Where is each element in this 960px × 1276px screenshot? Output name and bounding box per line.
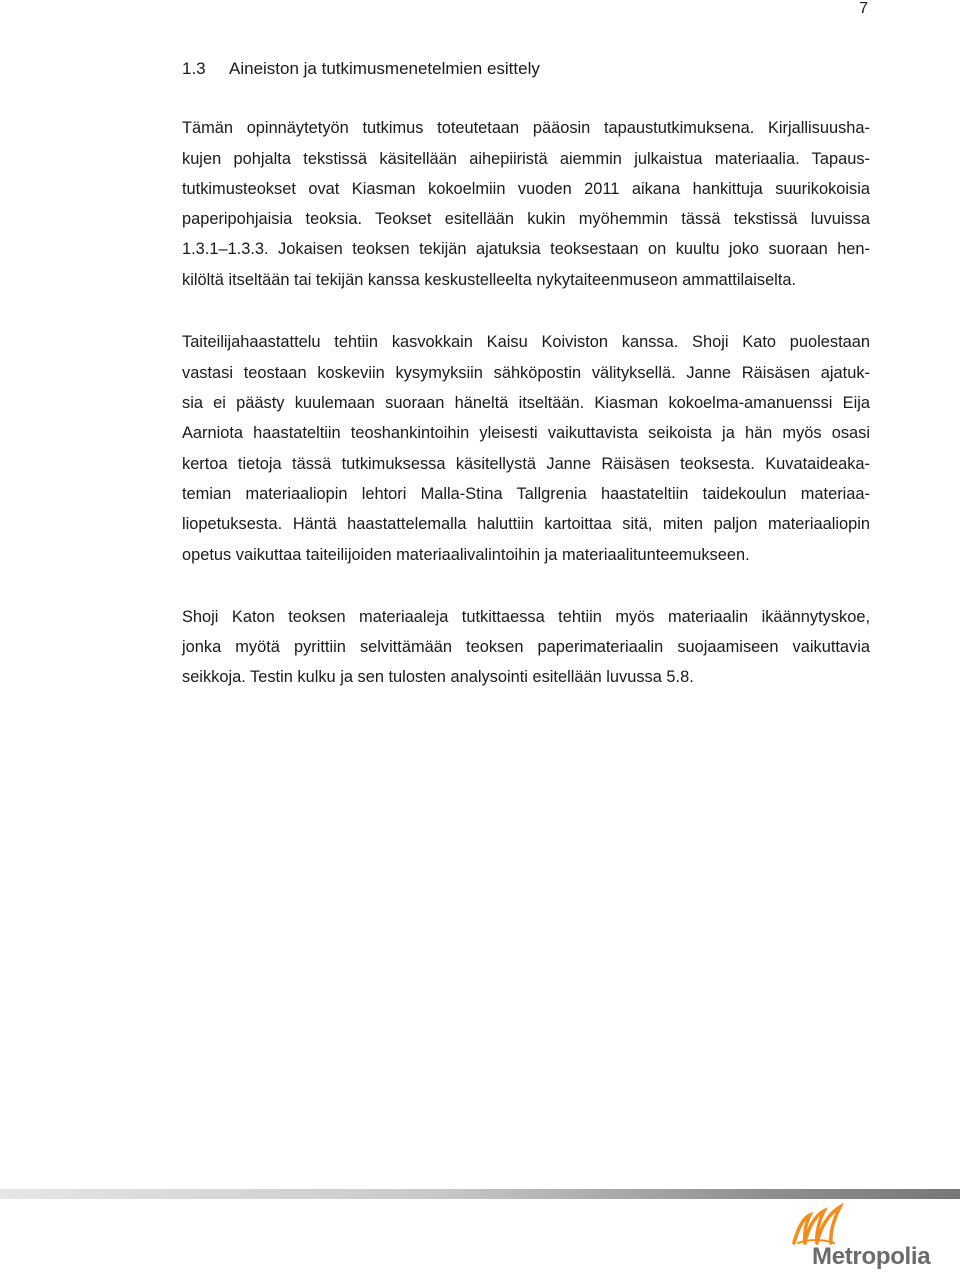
section-heading — [182, 58, 540, 80]
body-line: jonka myötä pyrittiin selvittämään teoksen paperimateriaalin suojaamiseen vaikuttavia — [182, 638, 870, 656]
body-line: kertoa tietoja tässä tutkimuksessa käsitellystä Janne Räisäsen teoksesta. Kuvataideaka- — [182, 455, 870, 473]
footer-bar — [0, 1189, 960, 1199]
body-line: tutkimusteokset ovat Kiasman kokoelmiin vuoden 2011 aikana hankittuja suurikokoisia — [182, 180, 870, 198]
body-line: Taiteilijahaastattelu tehtiin kasvokkain Kaisu Koiviston kanssa. Shoji Kato puolestaan — [182, 333, 870, 351]
body-line: opetus vaikuttaa taiteilijoiden materiaalivalintoihin ja materiaalitunteemukseen. — [182, 546, 750, 564]
section-title: Aineiston ja tutkimusmenetelmien esittely — [229, 59, 540, 78]
logo-text: Metropolia — [812, 1243, 931, 1270]
body-line: liopetuksesta. Häntä haastattelemalla haluttiin kartoittaa sitä, miten paljon materiaaliopin — [182, 515, 870, 533]
body-line: kilöltä itseltään tai tekijän kanssa keskustelleelta nykytaiteenmuseon ammattilaiselta. — [182, 271, 797, 289]
body-line: temian materiaaliopin lehtori Malla-Stina Tallgrenia haastateltiin taidekoulun materiaa- — [182, 485, 870, 503]
body-line: Aarniota haastateltiin teoshankintoihin yleisesti vaikuttavista seikoista ja hän myös osasi — [182, 424, 870, 442]
section-number: 1.3 — [182, 59, 206, 78]
page-number: 7 — [859, 0, 868, 17]
body-line: sia ei päästy kuulemaan suoraan häneltä itseltään. Kiasman kokoelma-amanuenssi Eija — [182, 394, 870, 412]
body-line: Tämän opinnäytetyön tutkimus toteutetaan pääosin tapaustutkimuksena. Kirjallisuusha- — [182, 119, 870, 137]
body-line: seikkoja. Testin kulku ja sen tulosten analysointi esitellään luvussa 5.8. — [182, 668, 694, 686]
body-line: kujen pohjalta tekstissä käsitellään aihepiiristä aiemmin julkaistua materiaalia. Tapaus- — [182, 150, 870, 168]
body-line: paperipohjaisia teoksia. Teokset esitellään kukin myöhemmin tässä tekstissä luvuissa — [182, 210, 870, 228]
body-line: vastasi teostaan koskeviin kysymyksiin sähköpostin välityksellä. Janne Räisäsen ajatuk- — [182, 364, 870, 382]
body-line: Shoji Katon teoksen materiaaleja tutkittaessa tehtiin myös materiaalin ikäännytyskoe, — [182, 608, 870, 626]
body-line: 1.3.1–1.3.3. Jokaisen teoksen tekijän ajatuksia teoksestaan on kuultu joko suoraan hen- — [182, 240, 870, 258]
